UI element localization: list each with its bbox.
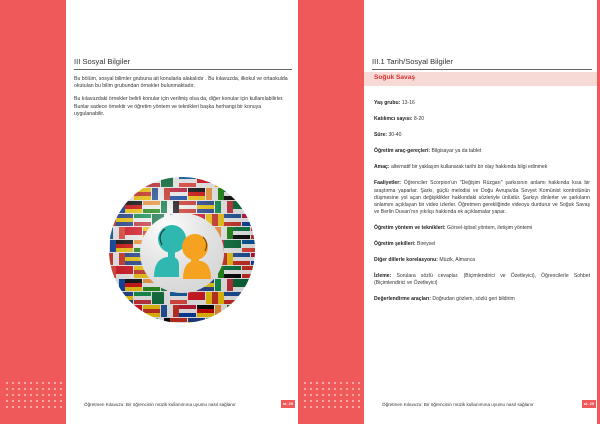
- flag-tile: [233, 175, 250, 179]
- field-forms: [374, 241, 590, 248]
- flag-tile: [125, 183, 142, 187]
- flag-tile: [224, 318, 241, 322]
- field-participants: [374, 116, 590, 123]
- flag-tile: [107, 188, 110, 200]
- dot-pattern: [302, 380, 360, 410]
- flag-tile: [113, 305, 119, 317]
- flag-tile: [251, 283, 257, 287]
- field-label: Öğretim şekilleri:: [374, 241, 416, 248]
- flag-tile: [233, 183, 250, 187]
- flag-tile: [218, 318, 224, 325]
- field-correlation: [374, 257, 590, 264]
- flag-tile: [107, 305, 113, 317]
- flag-tile: [242, 318, 257, 322]
- field-value: 13-16: [400, 100, 415, 106]
- intro-paragraph: Bu kılavuzdaki örnekler belirli konular için verilmiş olsa da, diğer konular için kullanılabilirler. Bunlar sadece örnektir ve öğretim yöntem ve teknikleri başka herhangi bir konuya uygulanabilir.: [74, 96, 284, 117]
- flag-tile: [110, 188, 116, 200]
- flag-tile: [116, 188, 133, 192]
- flag-tile: [107, 292, 110, 304]
- flag-tile: [125, 175, 142, 179]
- field-label: Amaç:: [374, 164, 390, 171]
- flag-tile: [251, 209, 257, 213]
- page-number-badge: st. 29: [282, 401, 294, 406]
- field-value: Öğrenciler Scorpion'un "Değişim Rüzgarı" şarkısının anlamı hakkında kısa bir araştırma yaparlar. Şarkı, güçlü melodisi ve Doğu Avrupa'da Sovyet Komünist kontrolünün düşmesine yol açan değişiklikler hakkındaki sözleriyle ünlüdür. Şarkıyı dinlerler ve şarkıların anlamını açıklayan bir video izlerler. Öğretmen gerekliğinde videoyu durdurur ve Soğuk Savaş ve Berlin Duvarı'nın yıkılışı hakkında ek açıklamalar yapar.: [374, 180, 590, 215]
- globe-illustration: [107, 175, 257, 325]
- flag-tile: [251, 179, 257, 183]
- field-value: Bireysel: [415, 241, 436, 248]
- field-label: Yaş grubu:: [374, 100, 401, 106]
- field-value: alternatif bir yaklaşım kullanarak tarihi bir olay hakkında bilgi edinmek: [389, 164, 548, 171]
- topic-title: Soğuk Savaş: [374, 74, 416, 81]
- flag-tile: [242, 296, 257, 300]
- flag-tile: [227, 175, 233, 187]
- flag-tile: [221, 175, 227, 187]
- flag-tile: [233, 305, 250, 309]
- flag-tile: [143, 175, 160, 179]
- flag-tile: [212, 318, 218, 325]
- flag-tile: [107, 318, 110, 325]
- flag-tile: [224, 188, 241, 192]
- flag-tile: [251, 309, 257, 313]
- flag-tile: [251, 279, 257, 283]
- field-label: Diğer dillerle korelasyonu:: [374, 257, 438, 264]
- flag-tile: [110, 292, 116, 304]
- flag-tile: [125, 309, 142, 313]
- field-value: 8-20: [412, 116, 425, 123]
- field-assessment: [374, 296, 590, 303]
- field-monitoring: [374, 273, 590, 287]
- flag-tile: [251, 305, 257, 309]
- page-number-badge: st. 29: [583, 401, 595, 406]
- flag-tile: [116, 318, 133, 322]
- field-methods: [374, 225, 590, 232]
- field-aim: [374, 164, 590, 171]
- flag-tile: [110, 318, 116, 325]
- flag-tile: [215, 175, 221, 187]
- field-value: Görsel-işitsel yöntem, iletişim yöntemi: [445, 224, 533, 231]
- field-label: Öğretim yöntem ve teknikleri:: [374, 224, 446, 231]
- field-materials: [374, 148, 590, 155]
- flag-tile: [119, 305, 125, 317]
- flag-tile: [107, 175, 113, 187]
- flag-tile: [116, 192, 133, 196]
- field-label: Katılımcı sayısı:: [374, 116, 413, 123]
- flag-tile: [233, 313, 250, 317]
- left-intro-text: [74, 76, 292, 124]
- right-section-title: III.1 Tarih/Sosyal Bilgiler: [372, 57, 592, 70]
- field-value: Müzik, Almanca: [437, 257, 476, 264]
- flag-tile: [242, 300, 257, 304]
- left-footer: Öğretmen Kılavuzu: Bir öğrencinin müzik kullanımına uyumu nasıl sağlanır: [84, 402, 236, 407]
- flag-tile: [134, 318, 151, 322]
- flag-tile: [233, 309, 250, 313]
- field-label: Faaliyetler:: [374, 180, 401, 187]
- flag-tile: [242, 292, 257, 296]
- field-label: Değerlendirme araçları:: [374, 296, 431, 303]
- intro-paragraph: Bu bölüm, sosyal bilimler grubuna ait konularla alakalıdır . Bu kılavuzda, ilkokul ve ortaokulda okutulan bu bilim grubundan örnekler bulunmaktadır.: [74, 76, 288, 90]
- flag-tile: [251, 201, 257, 205]
- flag-tile: [119, 175, 125, 187]
- left-margin-band: [0, 0, 66, 424]
- center-margin-band: [298, 0, 364, 424]
- field-activities: [374, 180, 590, 215]
- field-label: İzleme:: [374, 273, 392, 280]
- flag-tile: [251, 313, 257, 317]
- flag-tile: [152, 318, 158, 325]
- flag-tile: [116, 322, 133, 325]
- flag-tile: [251, 183, 257, 187]
- left-section-title: III Sosyal Bilgiler: [74, 57, 292, 70]
- flag-tile: [242, 322, 257, 325]
- flag-tile: [113, 201, 119, 213]
- flag-tile: [251, 205, 257, 209]
- field-label: Öğretim araç-gereçleri:: [374, 148, 431, 155]
- flag-tile: [125, 313, 142, 317]
- flag-tile: [224, 322, 241, 325]
- flag-tile: [251, 287, 257, 291]
- field-label: Süre:: [374, 132, 388, 139]
- field-duration: [374, 132, 590, 139]
- flag-tile: [107, 214, 110, 226]
- flag-tile: [125, 179, 142, 183]
- right-footer: Öğretmen Kılavuzu: Bir öğrencinin müzik kullanımına uyumu nasıl sağlanır: [382, 402, 534, 407]
- flag-tile: [107, 266, 110, 278]
- flag-tile: [227, 305, 233, 317]
- flag-tile: [251, 175, 257, 179]
- flag-tile: [197, 175, 214, 179]
- flag-tile: [113, 175, 119, 187]
- flag-tile: [242, 196, 257, 200]
- lesson-details: [374, 100, 590, 313]
- flag-tile: [107, 279, 113, 291]
- field-value: Sorulara sözlü cevaplar. (Biçimlendirici ve Özetleyici), Öğrencilerle Sohbet (Biçimlendirici ve Özetleyici): [374, 273, 590, 287]
- field-value: Bilgisayar ya da tablet: [430, 148, 482, 155]
- flag-tile: [206, 318, 212, 325]
- flag-tile: [134, 322, 151, 325]
- field-value: Doğrudan gözlem, sözlü geri bildirim: [430, 296, 515, 303]
- flag-globe-with-two-heads-icon: [107, 175, 257, 325]
- field-value: 30-40: [387, 132, 402, 139]
- flag-tile: [233, 179, 250, 183]
- flag-tile: [107, 201, 113, 213]
- dot-pattern: [4, 380, 62, 410]
- field-age-group: [374, 100, 590, 107]
- flag-tile: [242, 192, 257, 196]
- flag-tile: [242, 188, 257, 192]
